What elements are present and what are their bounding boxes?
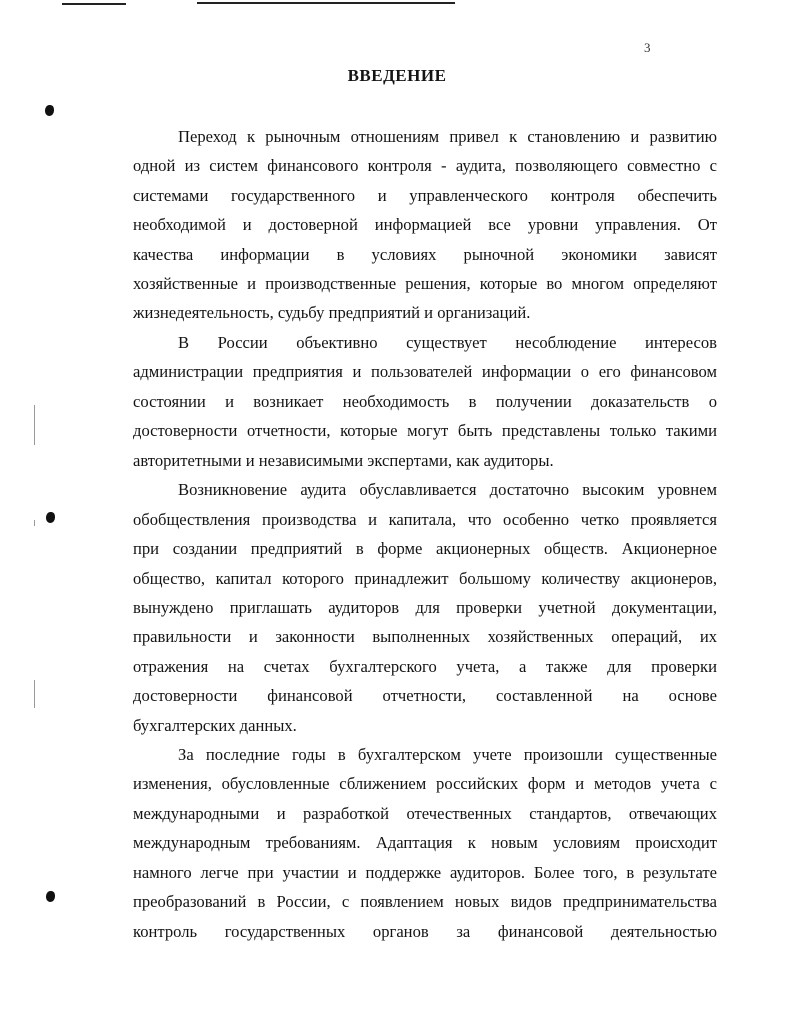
text-line: отражения на счетах бухгалтерского учета, а также для проверки bbox=[133, 657, 717, 676]
text-line: международным требованиям. Адаптация к новым условиям происходит bbox=[133, 833, 717, 852]
text-line: контроль государственных органов за финансовой деятельностью bbox=[133, 922, 717, 941]
text-line: намного легче при участии и поддержке аудиторов. Более того, в результате bbox=[133, 863, 717, 882]
text-line: достоверности отчетности, которые могут быть представлены только такими bbox=[133, 421, 717, 440]
scan-speck bbox=[34, 405, 35, 445]
text-line: необходимой и достоверной информацией все уровни управления. От bbox=[133, 215, 717, 234]
scan-speck bbox=[34, 520, 35, 526]
text-line: системами государственного и управленческого контроля обеспечить bbox=[133, 186, 717, 205]
text-line: авторитетными и независимыми экспертами, как аудиторы. bbox=[133, 451, 554, 470]
text-line: жизнедеятельность, судьбу предприятий и организаций. bbox=[133, 303, 531, 322]
text-line: администрации предприятия и пользователей информации о его финансовом bbox=[133, 362, 717, 381]
text-line: качества информации в условиях рыночной экономики зависят bbox=[133, 245, 717, 264]
scan-border-line bbox=[62, 3, 126, 5]
scan-speck bbox=[34, 680, 35, 708]
text-line: при создании предприятий в форме акционерных обществ. Акционерное bbox=[133, 539, 717, 558]
scan-border-line bbox=[197, 2, 455, 4]
punch-hole-mark bbox=[45, 105, 54, 116]
punch-hole-mark bbox=[46, 512, 55, 523]
text-line: одной из систем финансового контроля - аудита, позволяющего совместно с bbox=[133, 156, 717, 175]
page-title: ВВЕДЕНИЕ bbox=[347, 66, 447, 85]
text-line: достоверности финансовой отчетности, составленной на основе bbox=[133, 686, 717, 705]
text-line: правильности и законности выполненных хозяйственных операций, их bbox=[133, 627, 717, 646]
page-number: 3 bbox=[644, 40, 651, 55]
text-line: состоянии и возникает необходимость в получении доказательств о bbox=[133, 392, 717, 411]
text-line: международными и разработкой отечественных стандартов, отвечающих bbox=[133, 804, 717, 823]
text-line: В России объективно существует несоблюдение интересов bbox=[178, 333, 717, 352]
text-line: хозяйственные и производственные решения, которые во многом определяют bbox=[133, 274, 717, 293]
text-line: бухгалтерских данных. bbox=[133, 716, 297, 735]
text-line: вынуждено приглашать аудиторов для проверки учетной документации, bbox=[133, 598, 717, 617]
text-line: За последние годы в бухгалтерском учете произошли существенные bbox=[178, 745, 717, 764]
text-line: преобразований в России, с появлением новых видов предпринимательства bbox=[133, 892, 717, 911]
text-line: обобществления производства и капитала, что особенно четко проявляется bbox=[133, 510, 717, 529]
text-line: общество, капитал которого принадлежит большому количеству акционеров, bbox=[133, 569, 717, 588]
text-line: Возникновение аудита обуславливается достаточно высоким уровнем bbox=[178, 480, 717, 499]
text-line: Переход к рыночным отношениям привел к становлению и развитию bbox=[178, 127, 717, 146]
text-line: изменения, обусловленные сближением российских форм и методов учета с bbox=[133, 774, 717, 793]
punch-hole-mark bbox=[46, 891, 55, 902]
